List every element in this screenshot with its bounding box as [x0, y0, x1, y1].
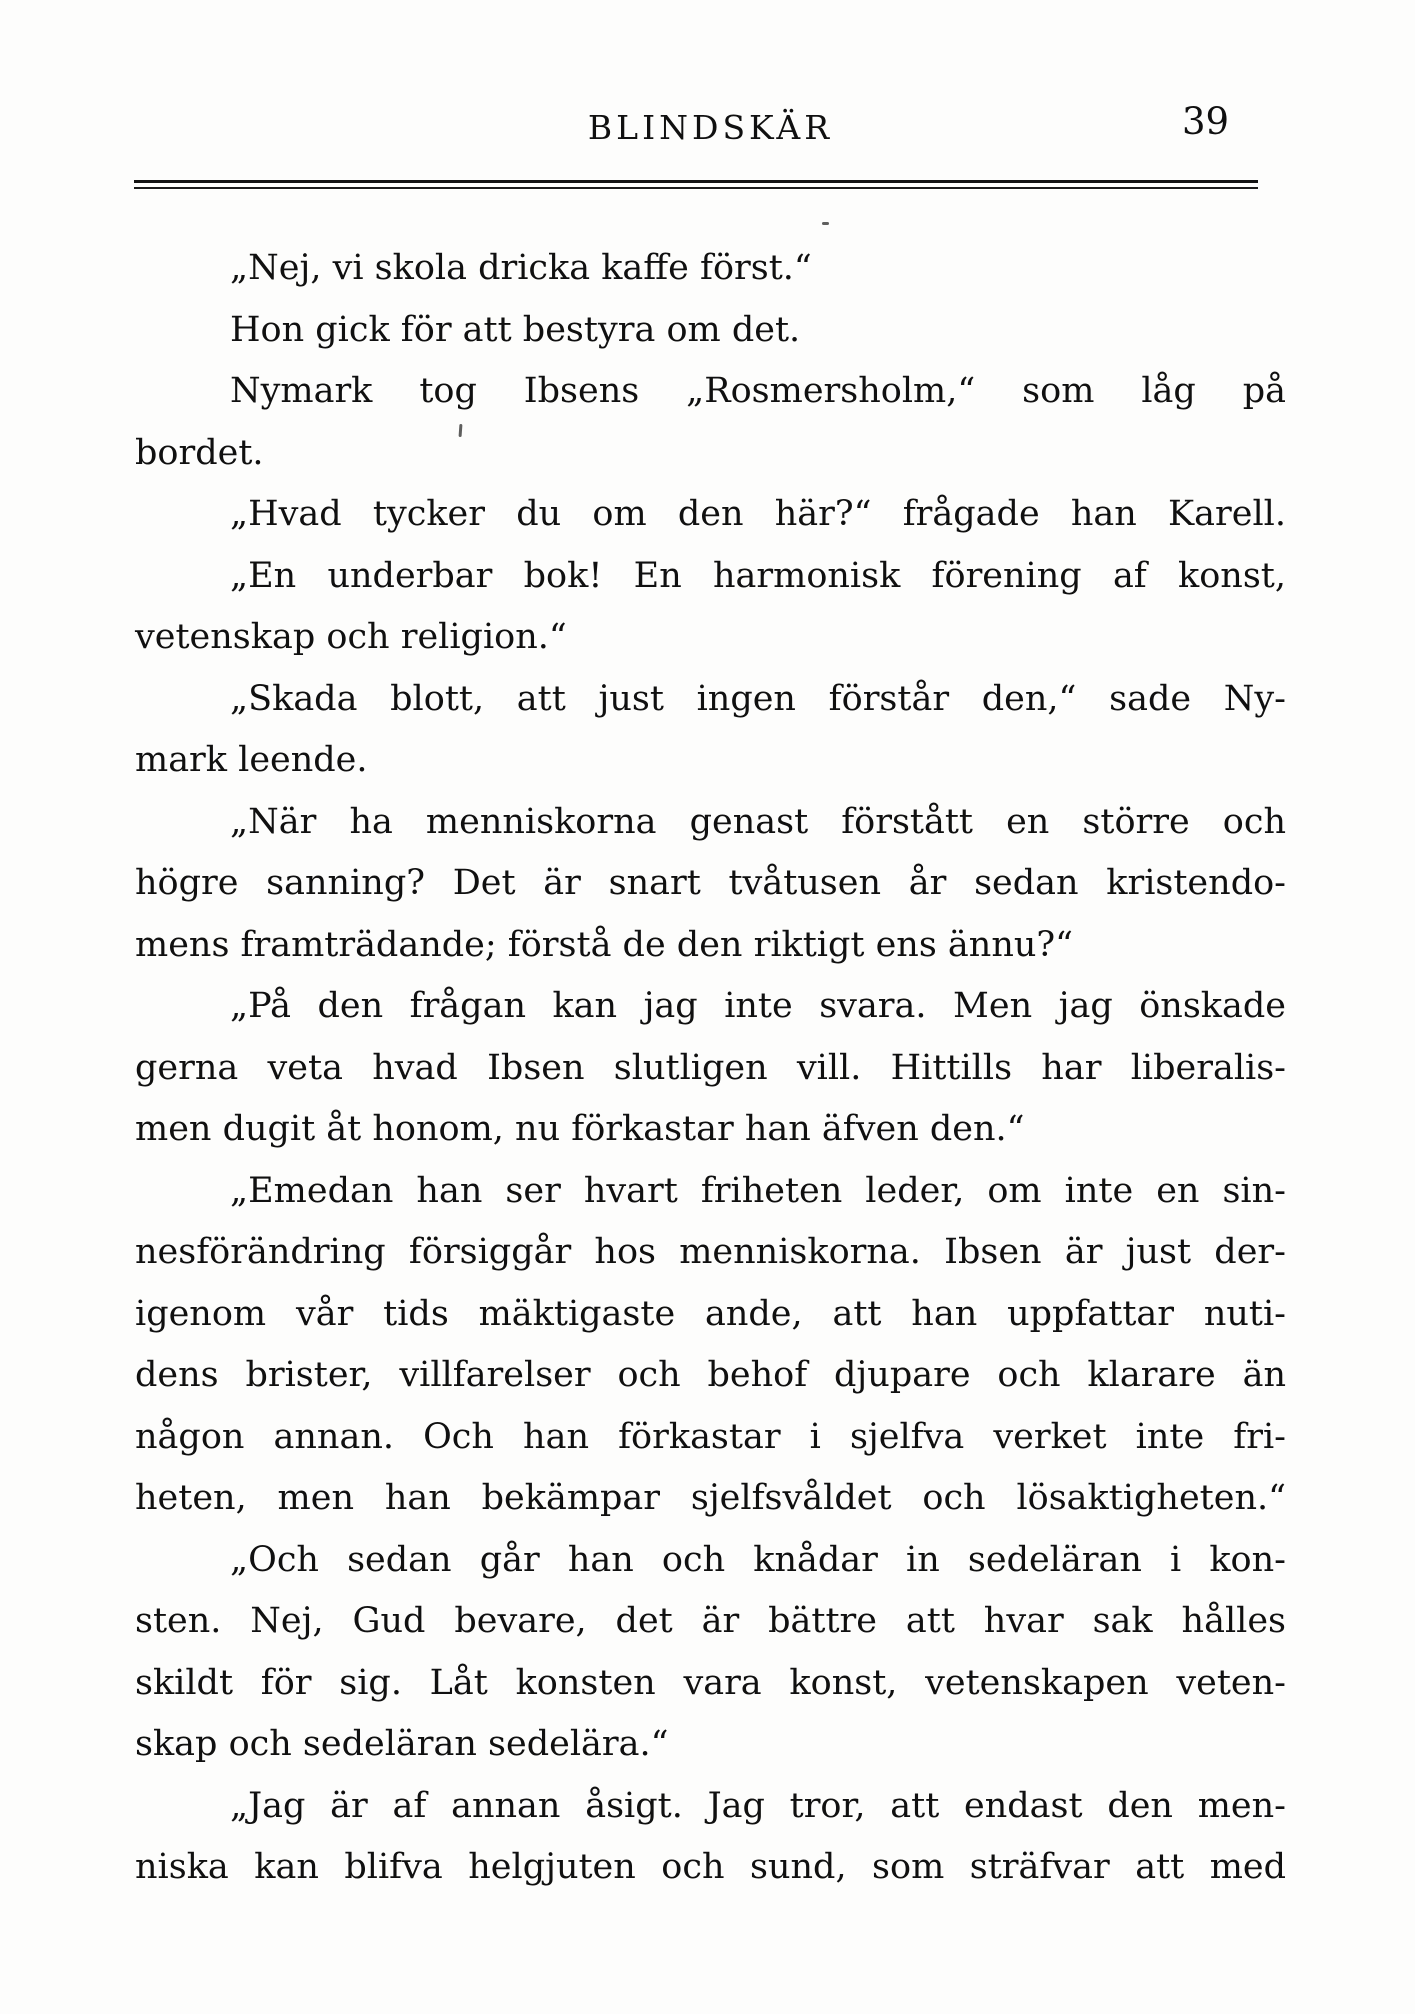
- text-line: högre sanning? Det är snart tvåtusen år sedan kristendo-: [135, 863, 1286, 903]
- text-line: niska kan blifva helgjuten och sund, som sträfvar att med: [135, 1847, 1286, 1887]
- ink-speck: [822, 222, 829, 225]
- text-line: „Jag är af annan åsigt. Jag tror, att endast den men-: [230, 1785, 1286, 1826]
- running-header-title: BLINDSKÄR: [587, 108, 834, 147]
- header-double-rule: [134, 180, 1258, 189]
- text-line: heten, men han bekämpar sjelfsvåldet och lösaktigheten.“: [135, 1478, 1286, 1518]
- text-line: Hon gick för att bestyra om det.: [230, 309, 801, 350]
- text-line: „Skada blott, att just ingen förstår den,“ sade Ny-: [230, 678, 1286, 719]
- text-line: „När ha menniskorna genast förstått en större och: [230, 801, 1286, 842]
- text-line: mens framträdande; förstå de den riktigt ens ännu?“: [135, 924, 1074, 965]
- text-line: nesförändring försiggår hos menniskorna. Ibsen är just der-: [135, 1232, 1286, 1272]
- text-line: igenom vår tids mäktigaste ande, att han uppfattar nuti-: [135, 1293, 1286, 1334]
- page-number: 39: [1182, 100, 1230, 143]
- text-line: dens brister, villfarelser och behof djupare och klarare än: [135, 1355, 1286, 1395]
- text-line: vetenskap och religion.“: [135, 617, 567, 657]
- text-line: „Emedan han ser hvart friheten leder, om inte en sin-: [230, 1170, 1286, 1211]
- text-line: bordet.: [135, 432, 264, 473]
- text-line: „Och sedan går han och knådar in sedeläran i kon-: [230, 1539, 1286, 1580]
- text-line: „Nej, vi skola dricka kaffe först.“: [230, 248, 812, 288]
- text-line: men dugit åt honom, nu förkastar han äfven den.“: [135, 1109, 1025, 1149]
- text-line: skap och sedeläran sedelära.“: [135, 1724, 669, 1764]
- text-line: Nymark tog Ibsens „Rosmersholm,“ som låg på: [230, 371, 1286, 411]
- text-line: mark leende.: [135, 740, 368, 780]
- body-text: [135, 238, 1286, 1899]
- text-line: gerna veta hvad Ibsen slutligen vill. Hittills har liberalis-: [135, 1047, 1286, 1088]
- text-line: sten. Nej, Gud bevare, det är bättre att hvar sak hålles: [135, 1601, 1286, 1641]
- text-line: „Hvad tycker du om den här?“ frågade han Karell.: [230, 494, 1286, 534]
- text-line: „På den frågan kan jag inte svara. Men jag önskade: [230, 986, 1286, 1026]
- text-line: „En underbar bok! En harmonisk förening af konst,: [230, 555, 1286, 596]
- text-line: någon annan. Och han förkastar i sjelfva verket inte fri-: [135, 1416, 1286, 1457]
- text-line: skildt för sig. Låt konsten vara konst, vetenskapen veten-: [135, 1662, 1286, 1703]
